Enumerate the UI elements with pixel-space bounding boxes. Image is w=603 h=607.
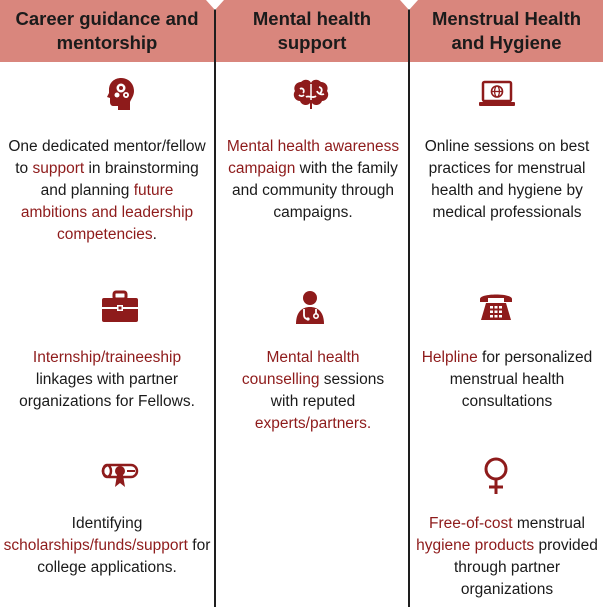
head-gears-icon [101,76,137,112]
female-symbol-icon [481,456,511,496]
highlight-part: scholarships/funds/support [3,537,188,554]
text-part: in brainstorming and planning [40,160,199,199]
header-mental-health [216,0,408,62]
telephone-icon [478,290,514,322]
menstrual-helpline-text [414,347,600,413]
header-notch-1 [206,0,224,10]
highlight-part: experts/partners. [254,415,372,432]
text-part: with the family and community through campaigns. [232,160,398,221]
brain-icon [291,78,331,110]
laptop-globe-icon [478,80,516,108]
career-scholarship-text [2,513,212,579]
highlight-part: support [32,160,85,177]
mental-counselling-text [226,347,400,435]
header-mental-health-text: Mental health support [252,8,372,53]
column-divider-1 [214,0,216,607]
text-part: provided through partner organizations [454,537,598,598]
career-internship-text [8,347,206,413]
text-part: linkages with partner organizations for Fellows. [19,371,195,410]
text-part: . [152,226,157,243]
highlight-part: Mental health counselling [241,349,360,388]
diploma-icon [99,460,141,490]
highlight-part: Mental health awareness campaign [226,138,400,177]
column-divider-2 [408,0,410,607]
text-part: sessions with reputed [270,371,385,410]
highlight-part: Helpline [421,349,478,366]
menstrual-products-text [414,513,600,601]
header-career-guidance [0,0,214,62]
highlight-part: Internship/traineeship [32,349,182,366]
briefcase-icon [101,290,139,324]
text-part: Identifying [71,515,143,532]
mental-awareness-text [224,136,402,224]
text-part: One dedicated mentor/fellow to [8,138,206,177]
text-part: for college applications. [37,537,211,576]
highlight-part: Free-of-cost [429,515,513,532]
header-notch-2 [400,0,418,10]
header-menstrual-health-text: Menstrual Health and Hygiene [431,8,582,53]
header-menstrual-health [410,0,603,62]
highlight-part: hygiene products [416,537,535,554]
text-part: menstrual [512,515,585,532]
doctor-icon [293,290,327,324]
menstrual-online-text [414,136,600,224]
text-part: for personalized menstrual health consultations [449,349,593,410]
header-career-guidance-text: Career guidance and mentorship [15,8,199,53]
highlight-part: future ambitions and leadership competencies [20,182,194,243]
career-mentor-text [6,136,208,246]
text-part: Online sessions on best practices for menstrual health and hygiene by medical professionals [424,138,590,221]
